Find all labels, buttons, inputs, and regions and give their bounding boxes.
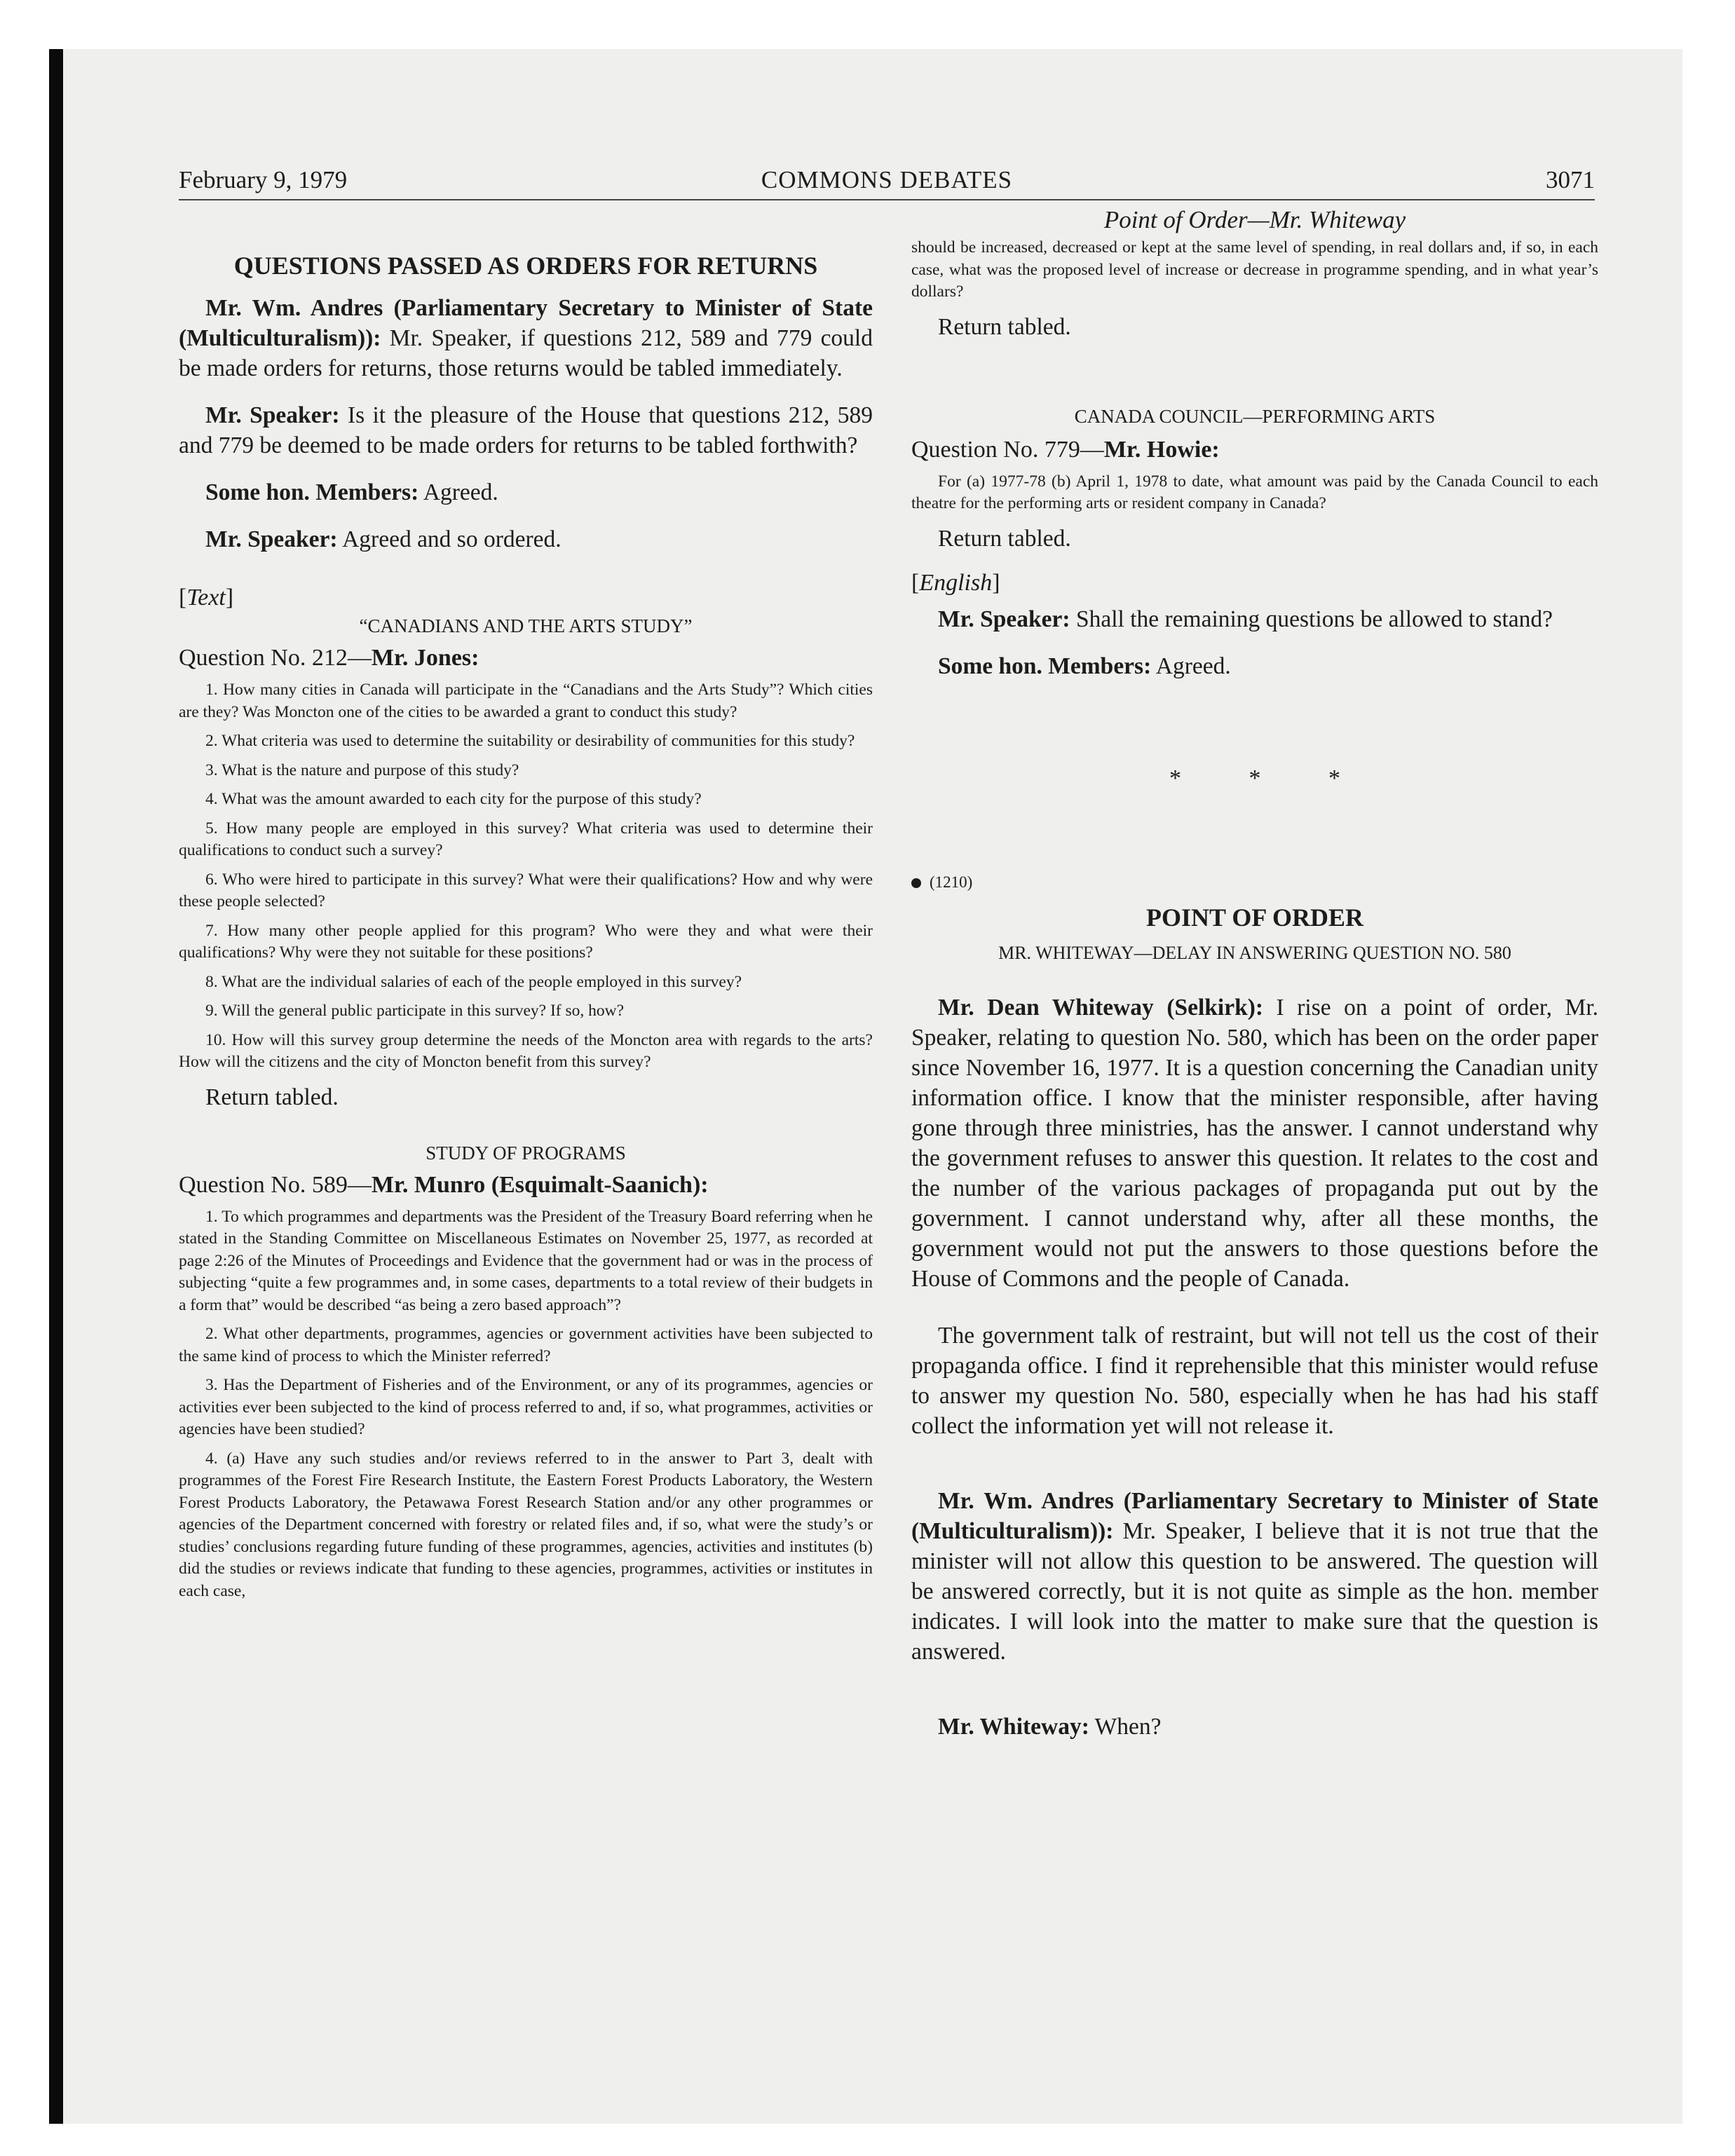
speaker-name: Mr. Dean Whiteway (Selkirk): — [938, 994, 1264, 1021]
question-asker: Mr. Munro (Esquimalt-Saanich): — [371, 1171, 709, 1198]
speech-speaker-3 — [911, 604, 1598, 634]
text-tag: [Text] — [179, 585, 234, 610]
speech-text: Agreed. — [419, 479, 498, 505]
section-separator: * * * — [1169, 765, 1371, 791]
speaker-name: Mr. Wm. Andres (Parliamentary Secretary to Minister of State (Multiculturalism)): — [911, 1487, 1598, 1544]
q589-title — [179, 1170, 873, 1201]
speaker-name: Some hon. Members: — [205, 479, 419, 505]
speech-speaker-2 — [179, 524, 873, 554]
q212-item: 10. How will this survey group determine the needs of the Moncton area with regards to the arts? How will the citizens and the city of Moncton benefit from this survey? — [179, 1030, 873, 1071]
speech-whiteway-3 — [911, 1712, 1598, 1742]
q589-item: 4. (a) Have any such studies and/or reviews referred to in the answer to Part 3, dealt with programmes of the Forest Fire Research Institute, the Eastern Forest Products Laboratory, the Western Forest Products Laboratory, the Petawawa Forest Research Station and/or any other programmes or agencies of the Department concerned with forestry or related files and, if so, what were the study’s or studies’ conclusions regarding future funding of these programmes, agencies, activities and institutes (b) did the studies or reviews indicate that funding to these agencies, programmes, activities or institutes in each case, — [179, 1449, 873, 1600]
speech-whiteway-1 — [911, 992, 1598, 1294]
speech-whiteway-2: The government talk of restraint, but will not tell us the cost of their propaganda office. I find it reprehensible that this minister would refuse to answer my question No. 580, especially when he has had his staff collect the information yet will not release it. — [911, 1322, 1598, 1439]
header-date: February 9, 1979 — [179, 166, 348, 193]
time-mark-text: (1210) — [930, 873, 973, 891]
section-title: QUESTIONS PASSED AS ORDERS FOR RETURNS — [233, 252, 818, 280]
question-label: Question No. 589— — [179, 1171, 372, 1198]
speech-text: I rise on a point of order, Mr. Speaker, relating to question No. 580, which has been on the order paper since November 16, 1977. It is a question concerning the Canadian unity information office. I know that the minister responsible, after having gone through three ministries, has the answer. I cannot understand why the government refuses to answer this question. It relates to the cost and the number of the various packages of propaganda put out by the government. I cannot understand why, after all these months, the government would not put the answers to those questions before the House of Commons and the people of Canada. — [911, 994, 1598, 1292]
return-tabled: Return tabled. — [938, 313, 1071, 340]
q779-text: For (a) 1977-78 (b) April 1, 1978 to date, what amount was paid by the Canada Council to each theatre for the performing arts or resident company in Canada? — [911, 472, 1598, 512]
page-number: 3071 — [1546, 166, 1595, 193]
speech-text: Mr. Speaker, if questions 212, 589 and 779 could be made orders for returns, those returns would be tabled immediately. — [179, 325, 873, 381]
running-head: Point of Order—Mr. Whiteway — [1103, 206, 1406, 233]
question-asker: Mr. Jones: — [371, 645, 479, 671]
right-column — [911, 206, 1598, 1742]
speaker-name: Mr. Speaker: — [205, 526, 338, 552]
q212-item: 4. What was the amount awarded to each city for the purpose of this study? — [205, 790, 702, 808]
speaker-name: Mr. Speaker: — [938, 606, 1070, 632]
page-header — [179, 163, 1595, 200]
speaker-name: Mr. Speaker: — [205, 402, 340, 428]
question-asker: Mr. Howie: — [1103, 436, 1220, 463]
q212-item: 8. What are the individual salaries of each of the people employed in this survey? — [205, 972, 742, 991]
q589-item: 1. To which programmes and departments was the President of the Treasury Board referring when he stated in the Standing Committee on Miscellaneous Estimates on November 25, 1977, as recorded at page 2:26 of the Minutes of Proceedings and Evidence that the government had or was in the process of subjecting “quite a few programmes and, in some cases, departments to a total review of their budgets in a form that” would be described “as being a zero based approach”? — [179, 1207, 873, 1314]
q212-item: 7. How many other people applied for this program? Who were they and what were their qualifications? Why were they not suitable for these positions? — [179, 921, 873, 962]
left-column — [179, 210, 873, 1602]
speech-text: Agreed. — [1151, 653, 1231, 679]
speech-members-1 — [179, 477, 873, 507]
q589-item: 2. What other departments, programmes, agencies or government activities have been subjected to the same kind of process to which the Minister referred? — [179, 1325, 873, 1365]
speech-andres-1 — [179, 293, 873, 383]
speaker-name: Some hon. Members: — [938, 653, 1152, 679]
q779-title — [911, 435, 1598, 465]
return-tabled: Return tabled. — [205, 1084, 339, 1110]
q212-item: 2. What criteria was used to determine the suitability or desirability of communities for this study? — [205, 732, 855, 750]
speech-text: Shall the remaining questions be allowed to stand? — [1070, 606, 1553, 632]
q589-heading: STUDY OF PROGRAMS — [426, 1142, 626, 1164]
header-title: COMMONS DEBATES — [761, 166, 1013, 193]
question-label: Question No. 212— — [179, 645, 372, 671]
q779-heading: CANADA COUNCIL—PERFORMING ARTS — [1074, 405, 1436, 427]
english-tag: [English] — [911, 569, 1000, 596]
speech-members-2 — [911, 651, 1598, 681]
q212-item: 3. What is the nature and purpose of this study? — [205, 760, 519, 779]
speaker-name: Mr. Whiteway: — [938, 1713, 1089, 1740]
speaker-name: Mr. Wm. Andres (Parliamentary Secretary to Minister of State (Multiculturalism)): — [179, 295, 873, 351]
q212-title — [179, 643, 873, 674]
q212-item: 1. How many cities in Canada will participate in the “Canadians and the Arts Study”? Which cities are they? Was Moncton one of the cities to be awarded a grant to conduct this study? — [179, 681, 873, 721]
question-label: Question No. 779— — [911, 436, 1104, 463]
speech-text: Agreed and so ordered. — [337, 526, 562, 552]
q589-item: 3. Has the Department of Fisheries and of the Environment, or any of its programmes, agencies or activities ever been subjected to the kind of process referred to and, if so, what programmes, activities or agencies have been studied? — [179, 1376, 873, 1438]
speech-text: Mr. Speaker, I believe that it is not true that the minister will not allow this question to be answered. The question will be answered correctly, but it is not quite as simple as the hon. member indicates. I will look into the matter to make sure that the question is answered. — [911, 1517, 1598, 1665]
bullet-icon — [911, 878, 921, 888]
speech-andres-2 — [911, 1486, 1598, 1667]
speech-text: When? — [1089, 1713, 1162, 1740]
point-of-order-title: POINT OF ORDER — [1145, 903, 1364, 932]
q589-continuation: should be increased, decreased or kept at the same level of spending, in real dollars and, if so, in each case, what was the proposed level of increase or decrease in programme spending, and in what year’s dollars? — [911, 238, 1598, 301]
q212-item: 9. Will the general public participate in this survey? If so, how? — [205, 1002, 625, 1020]
return-tabled: Return tabled. — [938, 525, 1071, 552]
q212-item: 5. How many people are employed in this survey? What criteria was used to determine their qualifications to conduct such a survey? — [179, 819, 873, 859]
q212-heading: “CANADIANS AND THE ARTS STUDY” — [359, 615, 693, 636]
speech-speaker-1 — [179, 400, 873, 460]
time-mark — [911, 871, 1598, 894]
q212-item: 6. Who were hired to participate in this survey? What were their qualifications? How and why were these people selected? — [179, 870, 873, 910]
point-of-order-subtitle: MR. WHITEWAY—DELAY IN ANSWERING QUESTION NO. 580 — [998, 942, 1511, 963]
speech-text: Is it the pleasure of the House that questions 212, 589 and 779 be deemed to be made orders for returns to be tabled forthwith? — [179, 402, 873, 458]
